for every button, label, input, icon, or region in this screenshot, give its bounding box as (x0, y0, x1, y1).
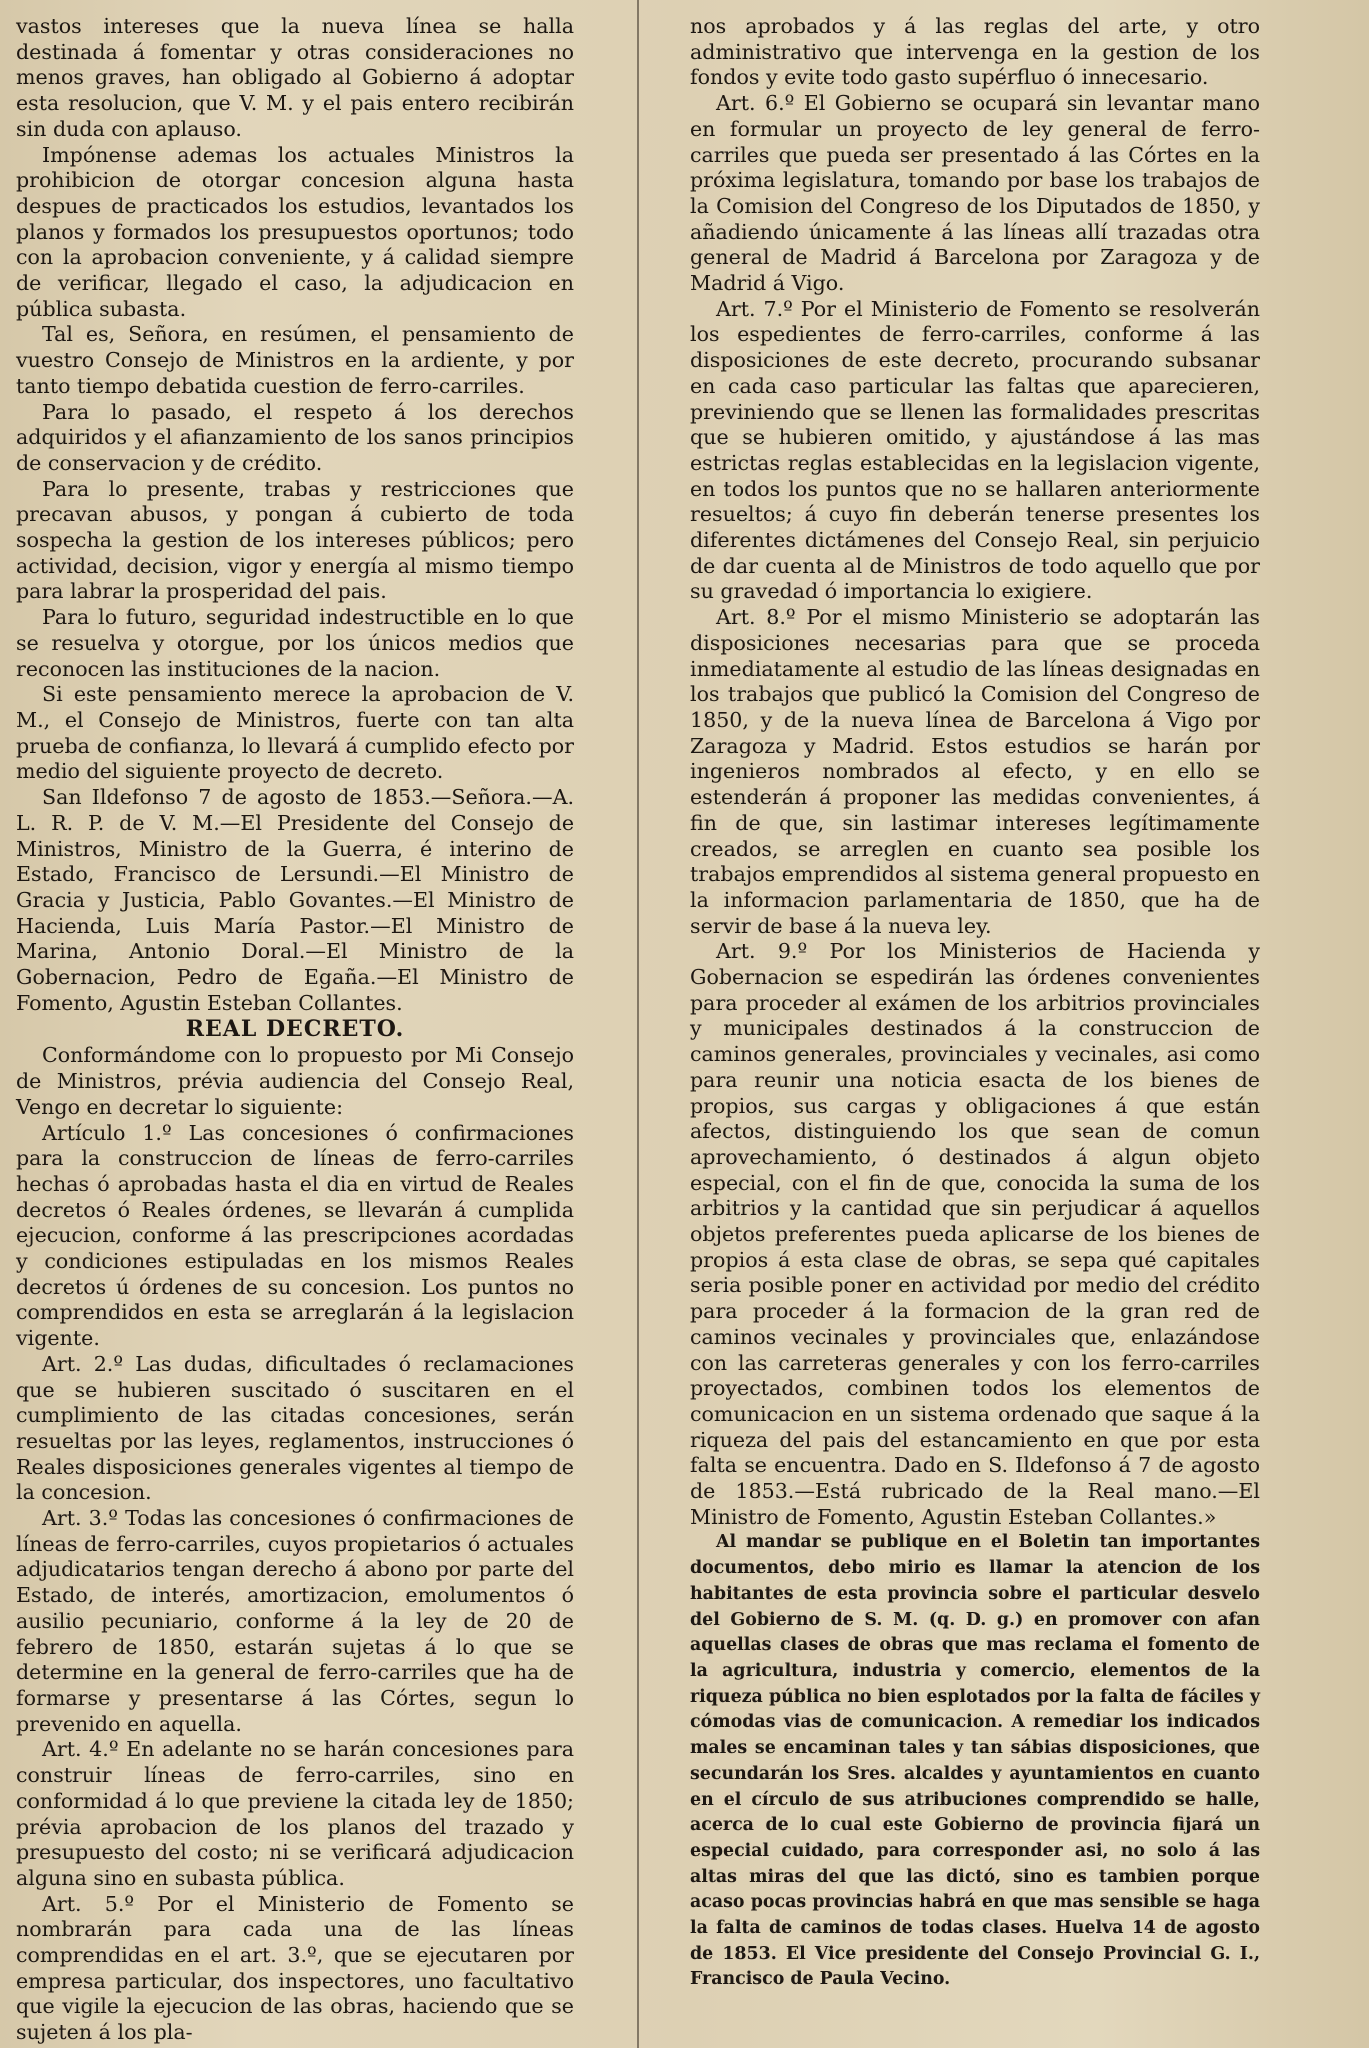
article-2: Art. 2.º Las dudas, dificultades ó reclamaciones que se hubieren suscitado ó suscitaren en el cumplimiento de las citadas concesiones, serán resueltas por las leyes, reglamentos, instrucciones ó Reales disposiciones generales vigentes al tiempo de la concesion. (16, 1351, 574, 1505)
article-9: Art. 9.º Por los Ministerios de Hacienda y Gobernacion se espedirán las órdenes convenientes para proceder al exámen de los arbitrios provinciales y municipales destinados á la construccion de caminos generales, provinciales y vecinales, asi como para reunir una noticia esacta de los bienes de propios, sus cargas y obligaciones á que están afectos, distinguiendo los que sean de comun aprovechamiento, ó destinados á algun objeto especial, con el fin de que, conocida la suma de los arbitrios y la cantidad que sin perjudicar á aquellos objetos preferentes pueda aplicarse de los bienes de propios á esta clase de obras, se sepa qué capitales seria posible poner en actividad por medio del crédito para proceder á la formacion de la gran red de caminos vecinales y provinciales que, enlazándose con las carreteras generales y con los ferro-carriles proyectados, combinen todos los elementos de comunicacion en un sistema ordenado que saque á la riqueza del pais del estancamiento en que por esta falta se encuentra. Dado en S. Ildefonso á 7 de agosto de 1853.—Está rubricado de la Real mano.—El Ministro de Fomento, Agustin Esteban Collantes.» (690, 939, 1260, 1529)
right-column (690, 14, 1260, 1993)
paragraph: Para lo pasado, el respeto á los derechos adquiridos y el afianzamiento de los sanos principios de conservacion y de crédito. (16, 399, 574, 475)
paragraph: Para lo presente, trabas y restricciones que precavan abusos, y pongan á cubierto de toda sospecha la gestion de los intereses públicos; pero actividad, decision, vigor y energía al mismo tiempo para labrar la prosperidad del pais. (16, 476, 574, 604)
left-column (16, 14, 574, 2046)
article-1: Artículo 1.º Las concesiones ó confirmaciones para la construccion de líneas de ferro-carriles hechas ó aprobadas hasta el dia en virtud de Reales decretos ó Reales órdenes, se llevarán á cumplida ejecucion, conforme á las prescripciones acordadas y condiciones estipuladas en los mismos Reales decretos ú órdenes de su concesion. Los puntos no comprendidos en esta se arreglarán á la legislacion vigente. (16, 1120, 574, 1351)
paragraph: Si este pensamiento merece la aprobacion de V. M., el Consejo de Ministros, fuerte con tan alta prueba de confianza, lo llevará á cumplido efecto por medio del siguiente proyecto de decreto. (16, 682, 574, 784)
signature-paragraph: San Ildefonso 7 de agosto de 1853.—Señora.—A. L. R. P. de V. M.—El Presidente del Consejo de Ministros, Ministro de la Guerra, é interino de Estado, Francisco de Lersundi.—El Ministro de Gracia y Justicia, Pablo Govantes.—El Ministro de Hacienda, Luis María Pastor.—El Ministro de Marina, Antonio Doral.—El Ministro de la Gobernacion, Pedro de Egaña.—El Ministro de Fomento, Agustin Esteban Collantes. (16, 785, 574, 1015)
article-7: Art. 7.º Por el Ministerio de Fomento se resolverán los espedientes de ferro-carriles, conforme á las disposiciones de este decreto, procurando subsanar en cada caso particular las faltas que aparecieren, previniendo que se llenen las formalidades prescritas que se hubieren omitido, y ajustándose á las mas estrictas reglas establecidas en la legislacion vigente, en todos los puntos que no se hallaren anteriormente resueltos; á cuyo fin deberán tenerse presentes los diferentes dictámenes del Consejo Real, sin perjuicio de dar cuenta al de Ministros de todo aquello que por su gravedad ó importancia lo exigiere. (690, 296, 1260, 604)
governor-note: Al mandar se publique en el Boletin tan importantes documentos, debo mirio es llamar la atencion de los habitantes de esta provincia sobre el particular desvelo del Gobierno de S. M. (q. D. g.) en promover con afan aquellas clases de obras que mas reclama el fomento de la agricultura, industria y comercio, elementos de la riqueza pública no bien esplotados por la falta de fáciles y cómodas vias de comunicacion. A remediar los indicados males se encaminan tales y tan sábias disposiciones, que secundarán los Sres. alcaldes y ayuntamientos en cuanto en el círculo de sus atribuciones comprendido se halle, acerca de lo cual este Gobierno de provincia fijará un especial cuidado, para corresponder asi, no solo á las altas miras del que las dictó, sino es tambien porque acaso pocas provincias habrá en que mas sensible se haga la falta de caminos de todas clases. Huelva 14 de agosto de 1853. El Vice presidente del Consejo Provincial G. I., Francisco de Paula Vecino. (690, 1532, 1260, 1990)
article-5: Art. 5.º Por el Ministerio de Fomento se nombrarán para cada una de las líneas comprendidas en el art. 3.º, que se ejecutaren por empresa particular, dos inspectores, uno facultativo que vigile la ejecucion de las obras, haciendo que se sujeten á los pla- (16, 1891, 574, 2045)
paragraph: Conformándome con lo propuesto por Mi Consejo de Ministros, prévia audiencia del Consejo Real, Vengo en decretar lo siguiente: (16, 1043, 574, 1119)
paragraph: vastos intereses que la nueva línea se halla destinada á fomentar y otras consideraciones no menos graves, han obligado al Gobierno á adoptar esta resolucion, que V. M. y el pais entero recibirán sin duda con aplauso. (16, 14, 574, 141)
paragraph: Tal es, Señora, en resúmen, el pensamiento de vuestro Consejo de Ministros en la ardiente, y por tanto tiempo debatida cuestion de ferro-carriles. (16, 322, 574, 398)
article-8: Art. 8.º Por el mismo Ministerio se adoptarán las disposiciones necesarias para que se proceda inmediatamente al estudio de las líneas designadas en los trabajos que publicó la Comision del Congreso de 1850, y de la nueva línea de Barcelona á Vigo por Zaragoza y Madrid. Estos estudios se harán por ingenieros nombrados al efecto, y en ello se estenderán á proponer las medidas convenientes, á fin de que, sin lastimar intereses legítimamente creados, se arreglen en cuanto sea posible los trabajos emprendidos al sistema general propuesto en la informacion parlamentaria de 1850, que ha de servir de base á la nueva ley. (690, 605, 1260, 938)
article-6: Art. 6.º El Gobierno se ocupará sin levantar mano en formular un proyecto de ley general de ferro-carriles que pueda ser presentado á las Córtes en la próxima legislatura, tomando por base los trabajos de la Comision del Congreso de los Diputados de 1850, y añadiendo únicamente á las líneas allí trazadas otra general de Madrid á Barcelona por Zaragoza y de Madrid á Vigo. (690, 91, 1260, 296)
article-3: Art. 3.º Todas las concesiones ó confirmaciones de líneas de ferro-carriles, cuyos propietarios ó actuales adjudicatarios tengan derecho á abono por parte del Estado, de interés, amortizacion, emolumentos ó ausilio pecuniario, conforme á la ley de 20 de febrero de 1850, estarán sujetas á lo que se determine en la general de ferro-carriles que ha de formarse y presentarse á las Córtes, segun lo prevenido en aquella. (16, 1506, 574, 1736)
paragraph: nos aprobados y á las reglas del arte, y otro administrativo que intervenga en la gestion de los fondos y evite todo gasto supérfluo ó innecesario. (690, 14, 1260, 90)
decree-heading: REAL DECRETO. (185, 1016, 405, 1043)
paragraph: Para lo futuro, seguridad indestructible en lo que se resuelva y otorgue, por los únicos medios que reconocen las instituciones de la nacion. (16, 605, 574, 681)
paragraph: Impónense ademas los actuales Ministros la prohibicion de otorgar concesion alguna hasta despues de practicados los estudios, levantados los planos y formados los presupuestos oportunos; todo con la aprobacion conveniente, y á calidad siempre de verificar, llegado el caso, la adjudicacion en pública subasta. (16, 142, 574, 321)
article-4: Art. 4.º En adelante no se harán concesiones para construir líneas de ferro-carriles, sino en conformidad á lo que previene la citada ley de 1850; prévia aprobacion de los planos del trazado y presupuesto del costo; ni se verificará adjudicacion alguna sino en subasta pública. (16, 1737, 574, 1890)
column-divider (637, 0, 639, 2048)
